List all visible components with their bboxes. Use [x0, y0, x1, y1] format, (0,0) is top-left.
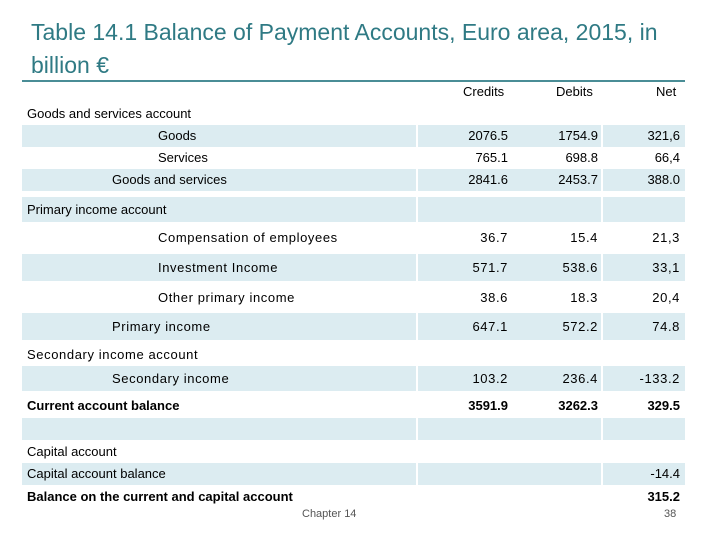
- row-label: Investment Income: [158, 260, 279, 275]
- table-row: [22, 125, 685, 147]
- table-row: [22, 169, 685, 191]
- net-cell: 20,4: [652, 290, 680, 305]
- net-cell: -133.2: [639, 371, 680, 386]
- credits-cell: 36.7: [480, 230, 508, 245]
- row-label: Goods and services account: [27, 106, 192, 121]
- table-row: [22, 254, 685, 281]
- debits-cell: 236.4: [562, 371, 598, 386]
- net-cell: 329.5: [647, 398, 680, 413]
- credits-cell: 38.6: [480, 290, 508, 305]
- row-label: Balance on the current and capital account: [27, 489, 293, 504]
- table-row: [22, 394, 685, 418]
- row-label: Capital account balance: [27, 466, 166, 481]
- net-cell: 21,3: [652, 230, 680, 245]
- debits-cell: 2453.7: [558, 172, 598, 187]
- table-row: [22, 284, 685, 311]
- header-net: Net: [656, 84, 677, 99]
- table-row: [22, 344, 685, 366]
- credits-cell: 3591.9: [468, 398, 508, 413]
- net-cell: 321,6: [647, 128, 680, 143]
- net-cell: 66,4: [654, 150, 680, 165]
- row-label: Other primary income: [158, 290, 295, 305]
- row-label: Compensation of employees: [158, 230, 338, 245]
- page-number: 38: [664, 508, 677, 520]
- table-row: [22, 313, 685, 340]
- table-row: [22, 463, 685, 485]
- row-label: Current account balance: [27, 398, 180, 413]
- debits-cell: 572.2: [562, 319, 598, 334]
- row-label: Goods: [158, 128, 197, 143]
- net-cell: -14.4: [650, 466, 680, 481]
- net-cell: 388.0: [647, 172, 680, 187]
- row-label: Secondary income account: [27, 347, 199, 362]
- net-cell: 315.2: [647, 489, 680, 504]
- table-row: [22, 103, 685, 125]
- row-label: Primary income: [112, 319, 211, 334]
- debits-cell: 18.3: [570, 290, 598, 305]
- credits-cell: 765.1: [475, 150, 508, 165]
- credits-cell: 647.1: [472, 319, 508, 334]
- debits-cell: 1754.9: [558, 128, 598, 143]
- table-row: [22, 441, 685, 463]
- row-label: Primary income account: [27, 202, 167, 217]
- header-debits: Debits: [556, 84, 593, 99]
- page-title: Table 14.1 Balance of Payment Accounts, Euro area, 2015, in billion €: [31, 19, 658, 78]
- debits-cell: 3262.3: [558, 398, 598, 413]
- credits-cell: 571.7: [472, 260, 508, 275]
- credits-cell: 2076.5: [468, 128, 508, 143]
- row-label: Services: [158, 150, 208, 165]
- table-row: [22, 486, 685, 508]
- net-cell: 74.8: [652, 319, 680, 334]
- header-credits: Credits: [463, 84, 505, 99]
- table-row: [22, 147, 685, 169]
- title-divider: [22, 80, 685, 82]
- row-label: Secondary income: [112, 371, 230, 386]
- footer-chapter: Chapter 14: [302, 508, 357, 520]
- net-cell: 33,1: [652, 260, 680, 275]
- credits-cell: 2841.6: [468, 172, 508, 187]
- credits-cell: 103.2: [472, 371, 508, 386]
- table-row-spacer: [22, 418, 685, 440]
- row-label: Capital account: [27, 444, 117, 459]
- table-row: [22, 197, 685, 222]
- debits-cell: 538.6: [562, 260, 598, 275]
- debits-cell: 698.8: [565, 150, 598, 165]
- table-row: [22, 366, 685, 391]
- debits-cell: 15.4: [570, 230, 598, 245]
- table-row: [22, 225, 685, 251]
- row-label: Goods and services: [112, 172, 227, 187]
